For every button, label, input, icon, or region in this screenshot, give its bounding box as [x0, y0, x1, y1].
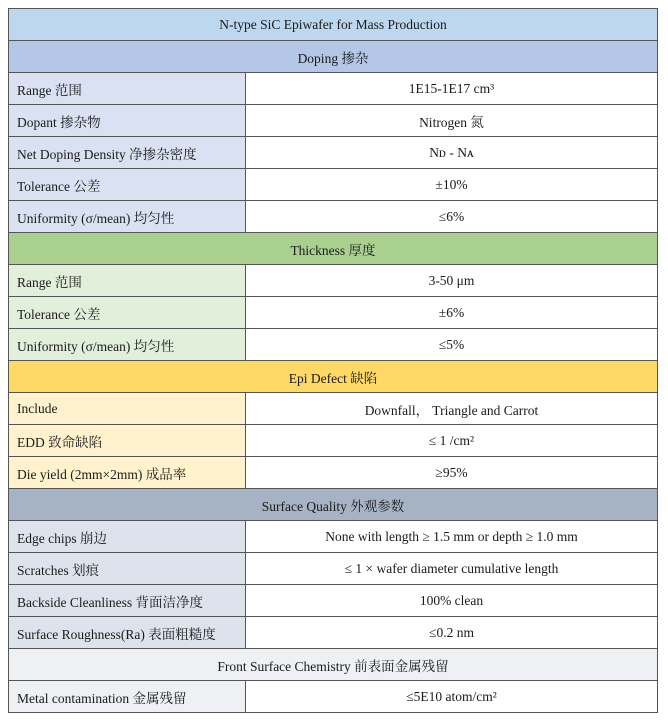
section-title: Front Surface Chemistry 前表面金属残留: [9, 649, 658, 681]
table-row: [9, 393, 658, 425]
row-value: 3-50 μm: [246, 265, 658, 297]
spec-table-body: [9, 9, 658, 713]
row-label: Range 范围: [9, 73, 246, 105]
row-label: EDD 致命缺陷: [9, 425, 246, 457]
section-heading-epi-defect: [9, 361, 658, 393]
section-heading-surface-quality: [9, 489, 658, 521]
table-row: [9, 553, 658, 585]
row-value: ±10%: [246, 169, 658, 201]
table-row: [9, 73, 658, 105]
row-label: Tolerance 公差: [9, 169, 246, 201]
table-title: N-type SiC Epiwafer for Mass Production: [9, 9, 658, 41]
section-title: Epi Defect 缺陷: [9, 361, 658, 393]
row-label: Dopant 掺杂物: [9, 105, 246, 137]
table-row: [9, 265, 658, 297]
row-value: None with length ≥ 1.5 mm or depth ≥ 1.0 mm: [246, 521, 658, 553]
row-value: 1E15-1E17 cm³: [246, 73, 658, 105]
table-row: [9, 617, 658, 649]
row-label: Edge chips 崩边: [9, 521, 246, 553]
row-label: Surface Roughness(Ra) 表面粗糙度: [9, 617, 246, 649]
table-row: [9, 297, 658, 329]
row-value: ≤0.2 nm: [246, 617, 658, 649]
section-heading-thickness: [9, 233, 658, 265]
table-row: [9, 585, 658, 617]
row-value: ≥95%: [246, 457, 658, 489]
row-value: Nᴅ - Nᴀ: [246, 137, 658, 169]
row-label: Uniformity (σ/mean) 均匀性: [9, 201, 246, 233]
row-label: Tolerance 公差: [9, 297, 246, 329]
section-heading-front-surface-chemistry: [9, 649, 658, 681]
table-row: [9, 425, 658, 457]
table-row: [9, 137, 658, 169]
row-label: Include: [9, 393, 246, 425]
row-value: ≤5E10 atom/cm²: [246, 681, 658, 713]
row-label: Net Doping Density 净掺杂密度: [9, 137, 246, 169]
table-row: [9, 201, 658, 233]
row-label: Backside Cleanliness 背面洁净度: [9, 585, 246, 617]
row-label: Die yield (2mm×2mm) 成品率: [9, 457, 246, 489]
section-title: Thickness 厚度: [9, 233, 658, 265]
row-label: Uniformity (σ/mean) 均匀性: [9, 329, 246, 361]
table-row: [9, 105, 658, 137]
table-row: [9, 681, 658, 713]
table-row: [9, 521, 658, 553]
section-heading-doping: [9, 41, 658, 73]
row-value: ≤ 1 × wafer diameter cumulative length: [246, 553, 658, 585]
table-row: [9, 169, 658, 201]
row-value: ≤5%: [246, 329, 658, 361]
row-value: ≤6%: [246, 201, 658, 233]
row-value: ±6%: [246, 297, 658, 329]
row-value: 100% clean: [246, 585, 658, 617]
table-row: [9, 457, 658, 489]
spec-table: [8, 8, 658, 713]
row-label: Range 范围: [9, 265, 246, 297]
section-title: Surface Quality 外观参数: [9, 489, 658, 521]
table-row: [9, 329, 658, 361]
section-title: Doping 掺杂: [9, 41, 658, 73]
title-row: [9, 9, 658, 41]
row-value: Nitrogen 氮: [246, 105, 658, 137]
row-label: Scratches 划痕: [9, 553, 246, 585]
row-value: Downfall， Triangle and Carrot: [246, 393, 658, 425]
row-value: ≤ 1 /cm²: [246, 425, 658, 457]
row-label: Metal contamination 金属残留: [9, 681, 246, 713]
